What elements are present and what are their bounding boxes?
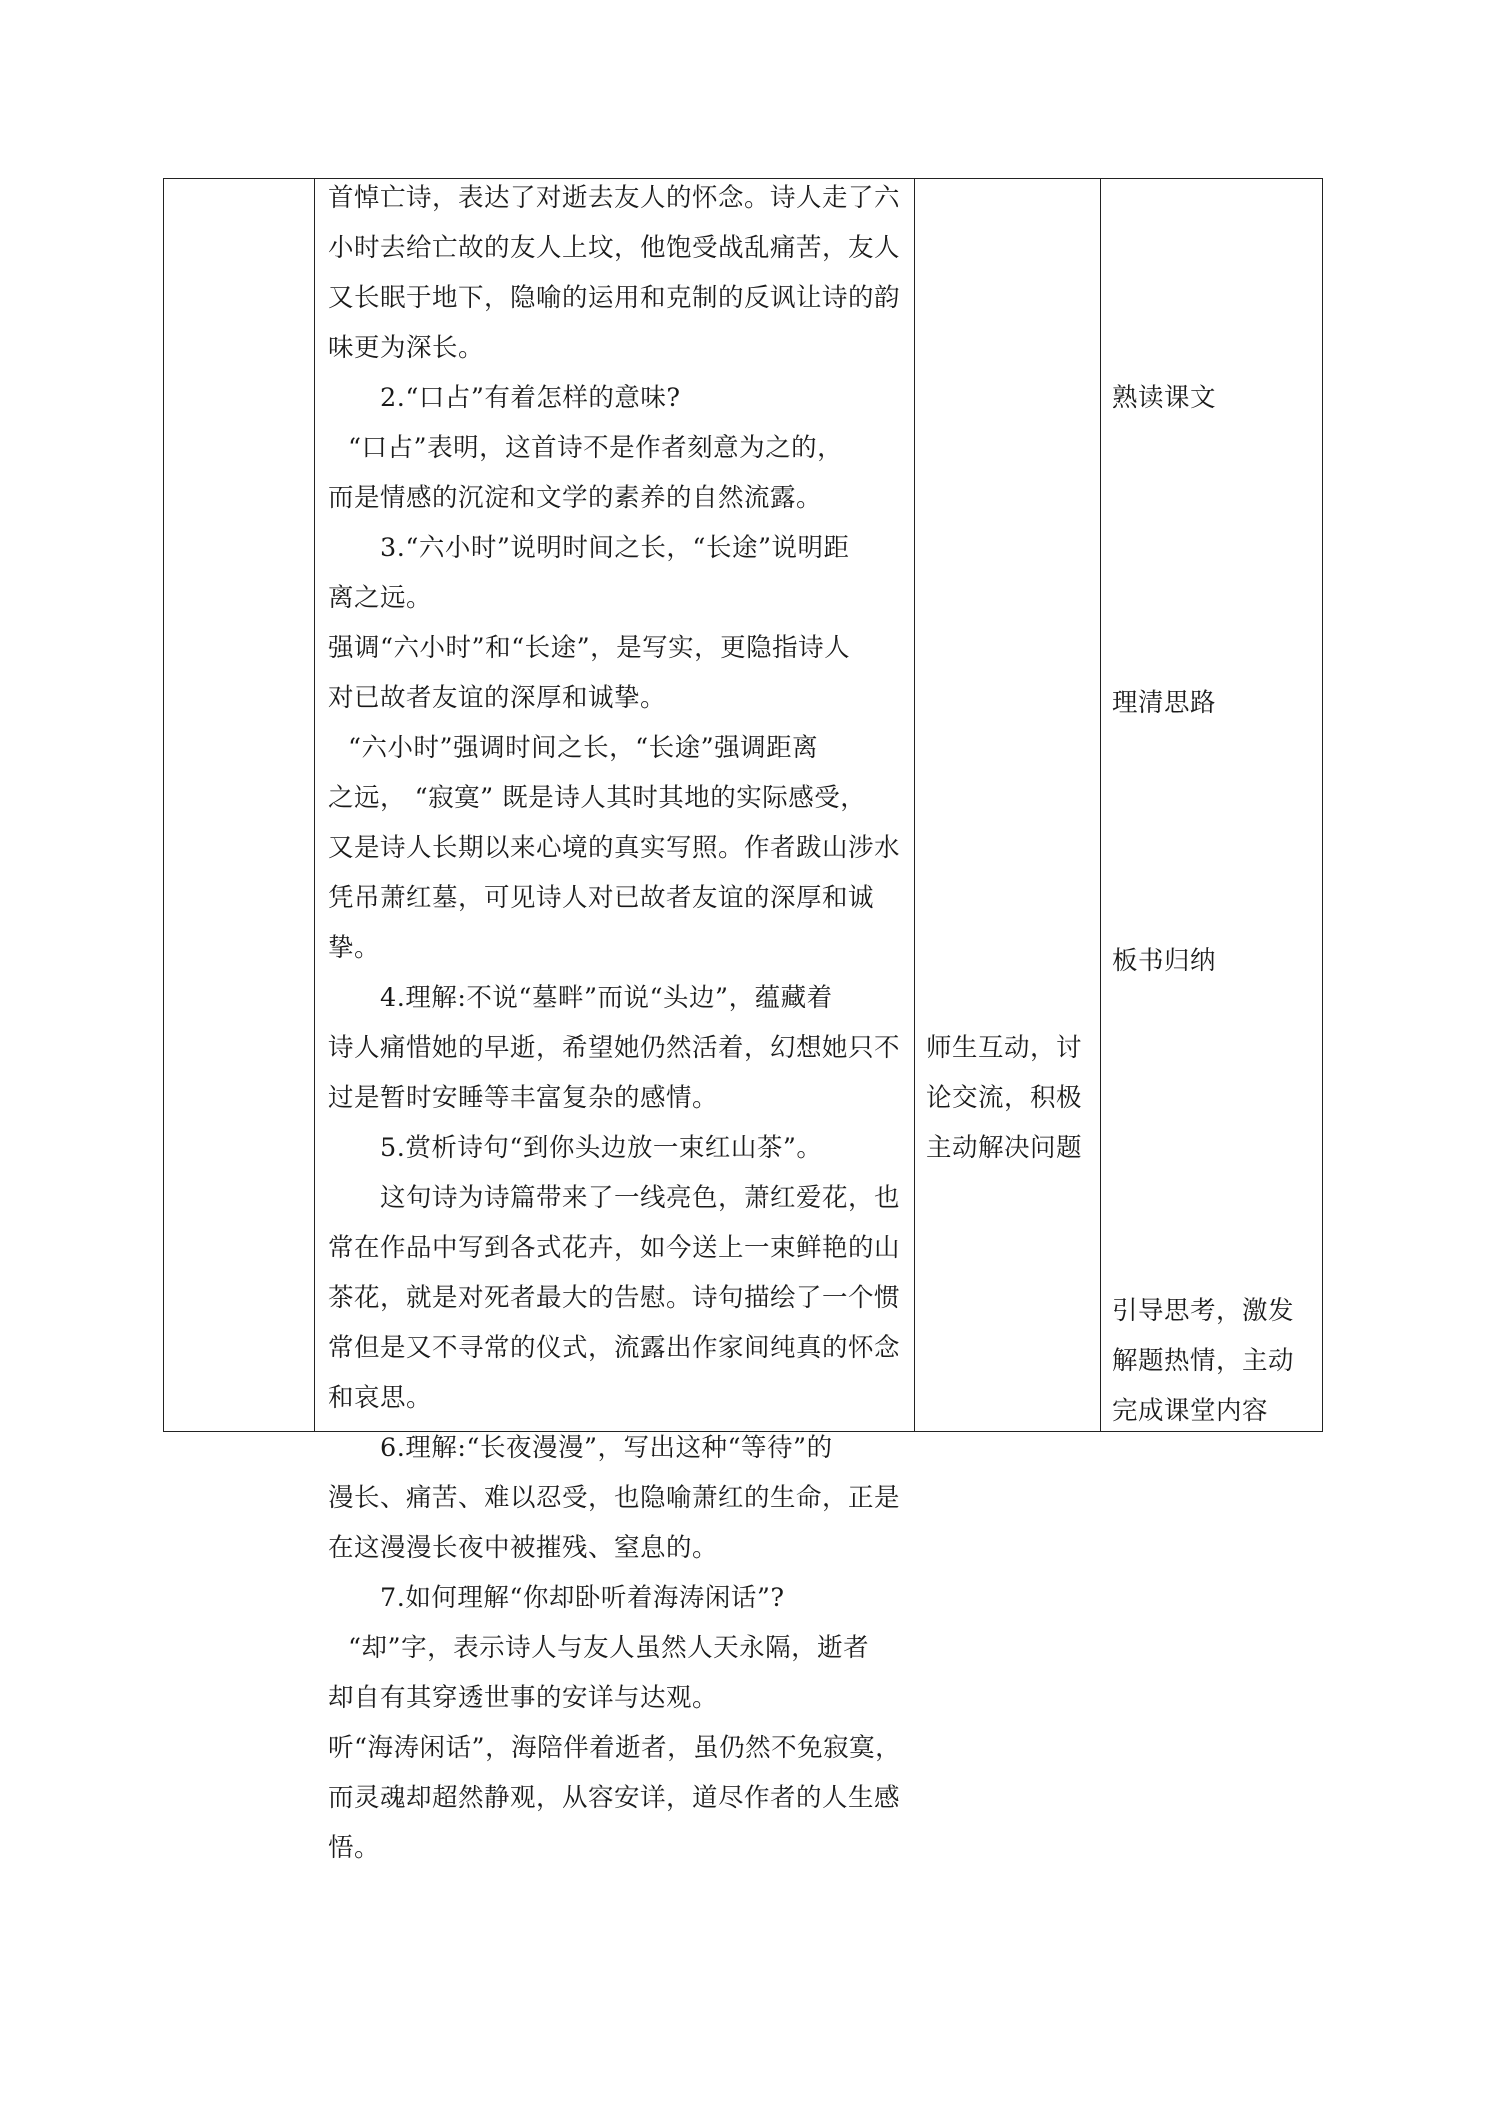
question-heading: 3.“六小时”说明时间之长，“长途”说明距 [380,533,850,563]
text-line: 对已故者友谊的深厚和诚挚。 [328,683,667,713]
design-intent-board: 板书归纳 [1112,946,1217,976]
text-line: 又长眠于地下，隐喻的运用和克制的反讽让诗的韵 [328,283,901,313]
text-line: 主动解决问题 [926,1133,1083,1163]
text-line: 论交流，积极 [926,1083,1083,1113]
column-divider [914,179,915,1431]
text-line: 味更为深长。 [328,333,485,363]
text-line: 茶花，就是对死者最大的告慰。诗句描绘了一个惯 [328,1283,901,1313]
text-line: 却自有其穿透世事的安详与达观。 [328,1683,719,1713]
text-line: 解题热情，主动 [1112,1346,1295,1376]
design-intent-read: 熟读课文 [1112,383,1217,413]
text-line: 挚。 [328,933,381,963]
text-line: 小时去给亡故的友人上坟，他饱受战乱痛苦，友人 [328,233,901,263]
text-line: 过是暂时安睡等丰富复杂的感情。 [328,1083,719,1113]
text-line: 凭吊萧红墓，可见诗人对已故者友谊的深厚和诚 [328,883,875,913]
column-divider [314,179,315,1431]
text-line: 完成课堂内容 [1112,1396,1269,1426]
text-line: 诗人痛惜她的早逝，希望她仍然活着，幻想她只不 [328,1033,901,1063]
teaching-content-cell [328,173,901,1873]
text-line: 强调“六小时”和“长途”，是写实，更隐指诗人 [328,633,851,663]
question-heading: 2.“口占”有着怎样的意味? [380,383,681,413]
text-line: 师生互动，讨 [926,1033,1083,1063]
text-line: 常在作品中写到各式花卉，如今送上一束鲜艳的山 [328,1233,901,1263]
text-line: 悟。 [328,1833,381,1863]
text-line: 听“海涛闲话”，海陪伴着逝者，虽仍然不免寂寞， [328,1733,902,1763]
text-line: 引导思考，激发 [1112,1296,1295,1326]
text-line: 之远， “寂寞” 既是诗人其时其地的实际感受， [328,783,867,813]
question-heading: 6.理解:“长夜漫漫”，写出这种“等待”的 [380,1433,833,1463]
design-intent-guide [1112,1286,1294,1436]
student-activity-cell [926,1023,1082,1173]
text-line: 这句诗为诗篇带来了一线亮色，萧红爱花，也 [380,1183,901,1213]
design-intent-structure: 理清思路 [1112,688,1217,718]
text-line: “却”字，表示诗人与友人虽然人天永隔，逝者 [348,1633,870,1663]
question-heading: 5.赏析诗句“到你头边放一束红山茶”。 [380,1133,823,1163]
text-line: 又是诗人长期以来心境的真实写照。作者跋山涉水 [328,833,901,863]
text-line: “六小时”强调时间之长，“长途”强调距离 [348,733,819,763]
text-line: 在这漫漫长夜中被摧残、窒息的。 [328,1533,719,1563]
text-line: 离之远。 [328,583,433,613]
text-line: 常但是又不寻常的仪式，流露出作家间纯真的怀念 [328,1333,901,1363]
text-line: 漫长、痛苦、难以忍受，也隐喻萧红的生命，正是 [328,1483,901,1513]
text-line: 而是情感的沉淀和文学的素养的自然流露。 [328,483,823,513]
question-heading: 7.如何理解“你却卧听着海涛闲话”? [380,1583,785,1613]
text-line: 首悼亡诗，表达了对逝去友人的怀念。诗人走了六 [328,183,901,213]
column-divider [1100,179,1101,1431]
question-heading: 4.理解:不说“墓畔”而说“头边”，蕴藏着 [380,983,833,1013]
text-line: 而灵魂却超然静观，从容安详，道尽作者的人生感 [328,1783,901,1813]
text-line: “口占”表明，这首诗不是作者刻意为之的， [348,433,844,463]
text-line: 和哀思。 [328,1383,433,1413]
